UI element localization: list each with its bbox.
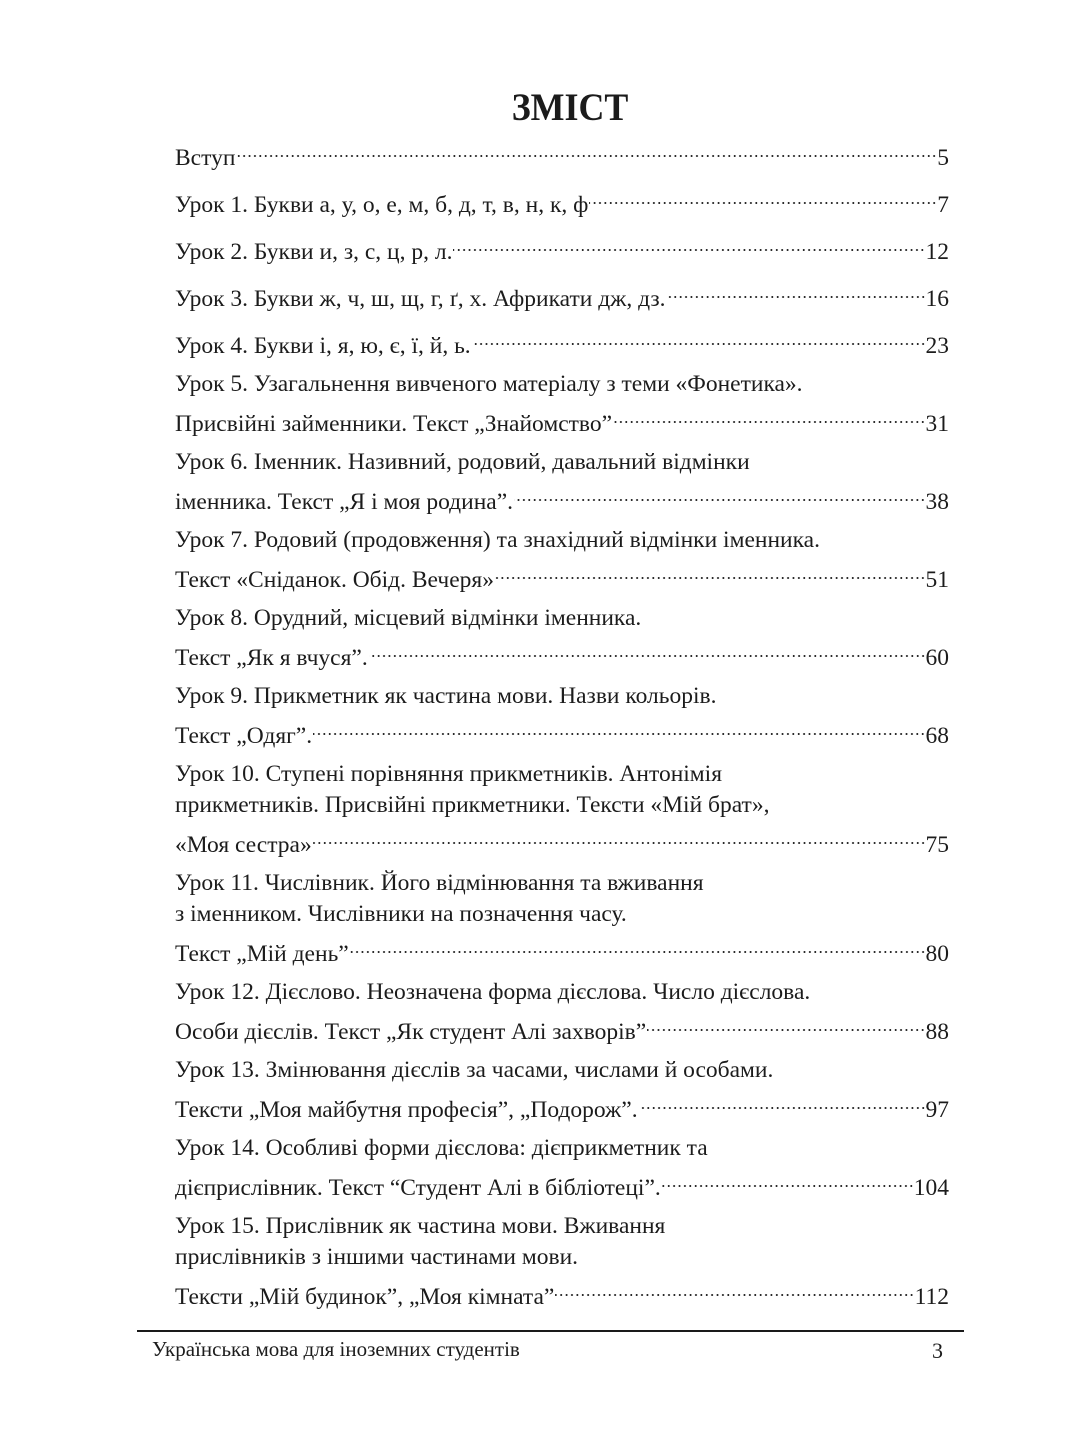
toc-entry[interactable] (175, 322, 949, 359)
dotted-leader (589, 181, 937, 212)
toc-page-number: 112 (914, 1284, 949, 1310)
toc-entry[interactable] (175, 181, 949, 218)
toc-entry-line (175, 1055, 949, 1086)
toc-page-number: 23 (925, 333, 949, 359)
toc-entry[interactable] (175, 977, 949, 1045)
toc-page-number: 31 (925, 411, 949, 437)
toc-entry-text: Урок 7. Родовий (продовження) та знахідний відмінки іменника. (175, 527, 820, 553)
toc-entry-text: Текст „Одяг”. (175, 723, 313, 749)
toc-entry-text: Урок 11. Числівник. Його відмінювання та вживання (175, 870, 704, 896)
toc-page-number: 7 (937, 192, 949, 218)
toc-entry[interactable] (175, 1133, 949, 1201)
toc-entry-line (175, 447, 949, 478)
toc-entry-line (175, 275, 949, 312)
toc-entry[interactable] (175, 868, 949, 967)
dotted-leader (662, 1164, 914, 1195)
toc-page-number: 75 (925, 832, 949, 858)
toc-entry[interactable] (175, 603, 949, 671)
toc-entry-line (175, 322, 949, 359)
dotted-leader (613, 400, 925, 431)
dotted-leader (472, 322, 926, 353)
toc-entry-text: Урок 15. Прислівник як частина мови. Вживання (175, 1213, 666, 1239)
toc-entry-line (175, 134, 949, 171)
toc-entry-line (175, 228, 949, 265)
toc-page-number: 38 (925, 489, 949, 515)
toc-entry-line (175, 400, 949, 437)
toc-entry-line (175, 603, 949, 634)
dotted-leader (313, 712, 925, 743)
toc-entry[interactable] (175, 369, 949, 437)
toc-entry-text: Текст «Сніданок. Обід. Вечеря» (175, 567, 494, 593)
dotted-leader (313, 821, 926, 852)
toc-page-number: 5 (937, 145, 949, 171)
dotted-leader (647, 1008, 925, 1039)
toc-entry-text: Урок 4. Букви і, я, ю, є, ї, й, ь. (175, 333, 471, 359)
toc-entry-text: Урок 9. Прикметник як частина мови. Назви кольорів. (175, 683, 717, 709)
toc-entry-text: Урок 2. Букви и, з, с, ц, р, л. (175, 239, 453, 265)
toc-entry[interactable] (175, 1055, 949, 1123)
toc-page-number: 88 (925, 1019, 949, 1045)
toc-entry-text: дієприслівник. Текст “Студент Алі в бібліотеці”. (175, 1175, 661, 1201)
toc-entry-text: Урок 1. Букви а, у, о, е, м, б, д, т, в, н, к, ф (175, 192, 589, 218)
toc-entry-text: Урок 8. Орудний, місцевий відмінки іменника. (175, 605, 642, 631)
toc-entry[interactable] (175, 447, 949, 515)
toc-entry-text: Урок 13. Змінювання дієслів за часами, числами й особами. (175, 1057, 774, 1083)
toc-entry-text: прикметників. Присвійні прикметники. Тексти «Мій брат», (175, 792, 770, 818)
dotted-leader (350, 930, 926, 961)
dotted-leader (495, 556, 926, 587)
toc-entry-text: Урок 5. Узагальнення вивченого матеріалу з теми «Фонетика». (175, 371, 803, 397)
toc-page-number: 68 (925, 723, 949, 749)
toc-entry-text: Текст „Як я вчуся”. (175, 645, 368, 671)
toc-page-number: 51 (925, 567, 949, 593)
toc-entry-line (175, 525, 949, 556)
toc-entry-text: Урок 6. Іменник. Називний, родовий, давальний відмінки (175, 449, 750, 475)
toc-page-number: 97 (925, 1097, 949, 1123)
toc-entry[interactable] (175, 228, 949, 265)
toc-entry-text: Урок 3. Букви ж, ч, ш, щ, г, ґ, х. Африкати дж, дз. (175, 286, 666, 312)
toc-entry-line (175, 181, 949, 218)
toc-entry-text: Особи дієслів. Текст „Як студент Алі захворів” (175, 1019, 647, 1045)
dotted-leader (453, 228, 925, 259)
footer-book-title: Українська мова для іноземних студентів (152, 1337, 520, 1361)
toc-entry[interactable] (175, 759, 949, 858)
toc-entry-line (175, 681, 949, 712)
table-of-contents (175, 134, 949, 1320)
dotted-leader (514, 478, 925, 509)
toc-entry-line (175, 930, 949, 967)
dotted-leader (667, 275, 926, 306)
toc-page-number: 80 (925, 941, 949, 967)
page-title: ЗМІСТ (511, 86, 629, 129)
toc-entry-line (175, 712, 949, 749)
toc-entry[interactable] (175, 681, 949, 749)
toc-entry-text: Присвійні займенники. Текст „Знайомство” (175, 411, 613, 437)
toc-entry-text: Урок 14. Особливі форми дієслова: дієприкметник та (175, 1135, 708, 1161)
toc-entry-text: з іменником. Числівники на позначення часу. (175, 901, 627, 927)
toc-entry-line (175, 478, 949, 515)
toc-entry-line (175, 1133, 949, 1164)
toc-entry-line (175, 634, 949, 671)
toc-entry-text: Урок 12. Дієслово. Неозначена форма дієслова. Число дієслова. (175, 979, 811, 1005)
toc-entry-line (175, 1086, 949, 1123)
toc-entry[interactable] (175, 134, 949, 171)
toc-entry-line (175, 1164, 949, 1201)
dotted-leader (369, 634, 926, 665)
toc-entry-line (175, 821, 949, 858)
toc-page-number: 16 (925, 286, 949, 312)
toc-entry-text: Вступ (175, 145, 236, 171)
toc-entry-text: Урок 10. Ступені порівняння прикметників. Антонімія (175, 761, 723, 787)
toc-entry-line (175, 556, 949, 593)
toc-entry-line (175, 1008, 949, 1045)
toc-entry-text: іменника. Текст „Я і моя родина”. (175, 489, 514, 515)
footer-divider (137, 1330, 964, 1332)
dotted-leader (639, 1086, 926, 1117)
toc-entry-text: Тексти „Моя майбутня професія”, „Подорож”. (175, 1097, 638, 1123)
toc-entry-line (175, 1211, 949, 1242)
toc-entry-line (175, 790, 949, 821)
toc-entry-line (175, 759, 949, 790)
toc-entry-line (175, 868, 949, 899)
toc-entry-line (175, 1242, 949, 1273)
toc-entry-text: Тексти „Мій будинок”, „Моя кімната” (175, 1284, 555, 1310)
footer-page-number: 3 (932, 1338, 943, 1363)
toc-page-number: 104 (913, 1175, 949, 1201)
toc-entry[interactable] (175, 1211, 949, 1310)
toc-entry-line (175, 977, 949, 1008)
toc-entry[interactable] (175, 525, 949, 593)
toc-entry[interactable] (175, 275, 949, 312)
dotted-leader (555, 1273, 914, 1304)
toc-entry-line (175, 1273, 949, 1310)
toc-entry-text: прислівників з іншими частинами мови. (175, 1244, 579, 1270)
toc-entry-line (175, 369, 949, 400)
toc-entry-line (175, 899, 949, 930)
toc-page-number: 60 (925, 645, 949, 671)
toc-entry-text: Текст „Мій день” (175, 941, 349, 967)
dotted-leader (236, 134, 937, 165)
toc-entry-text: «Моя сестра» (175, 832, 312, 858)
toc-page-number: 12 (925, 239, 949, 265)
